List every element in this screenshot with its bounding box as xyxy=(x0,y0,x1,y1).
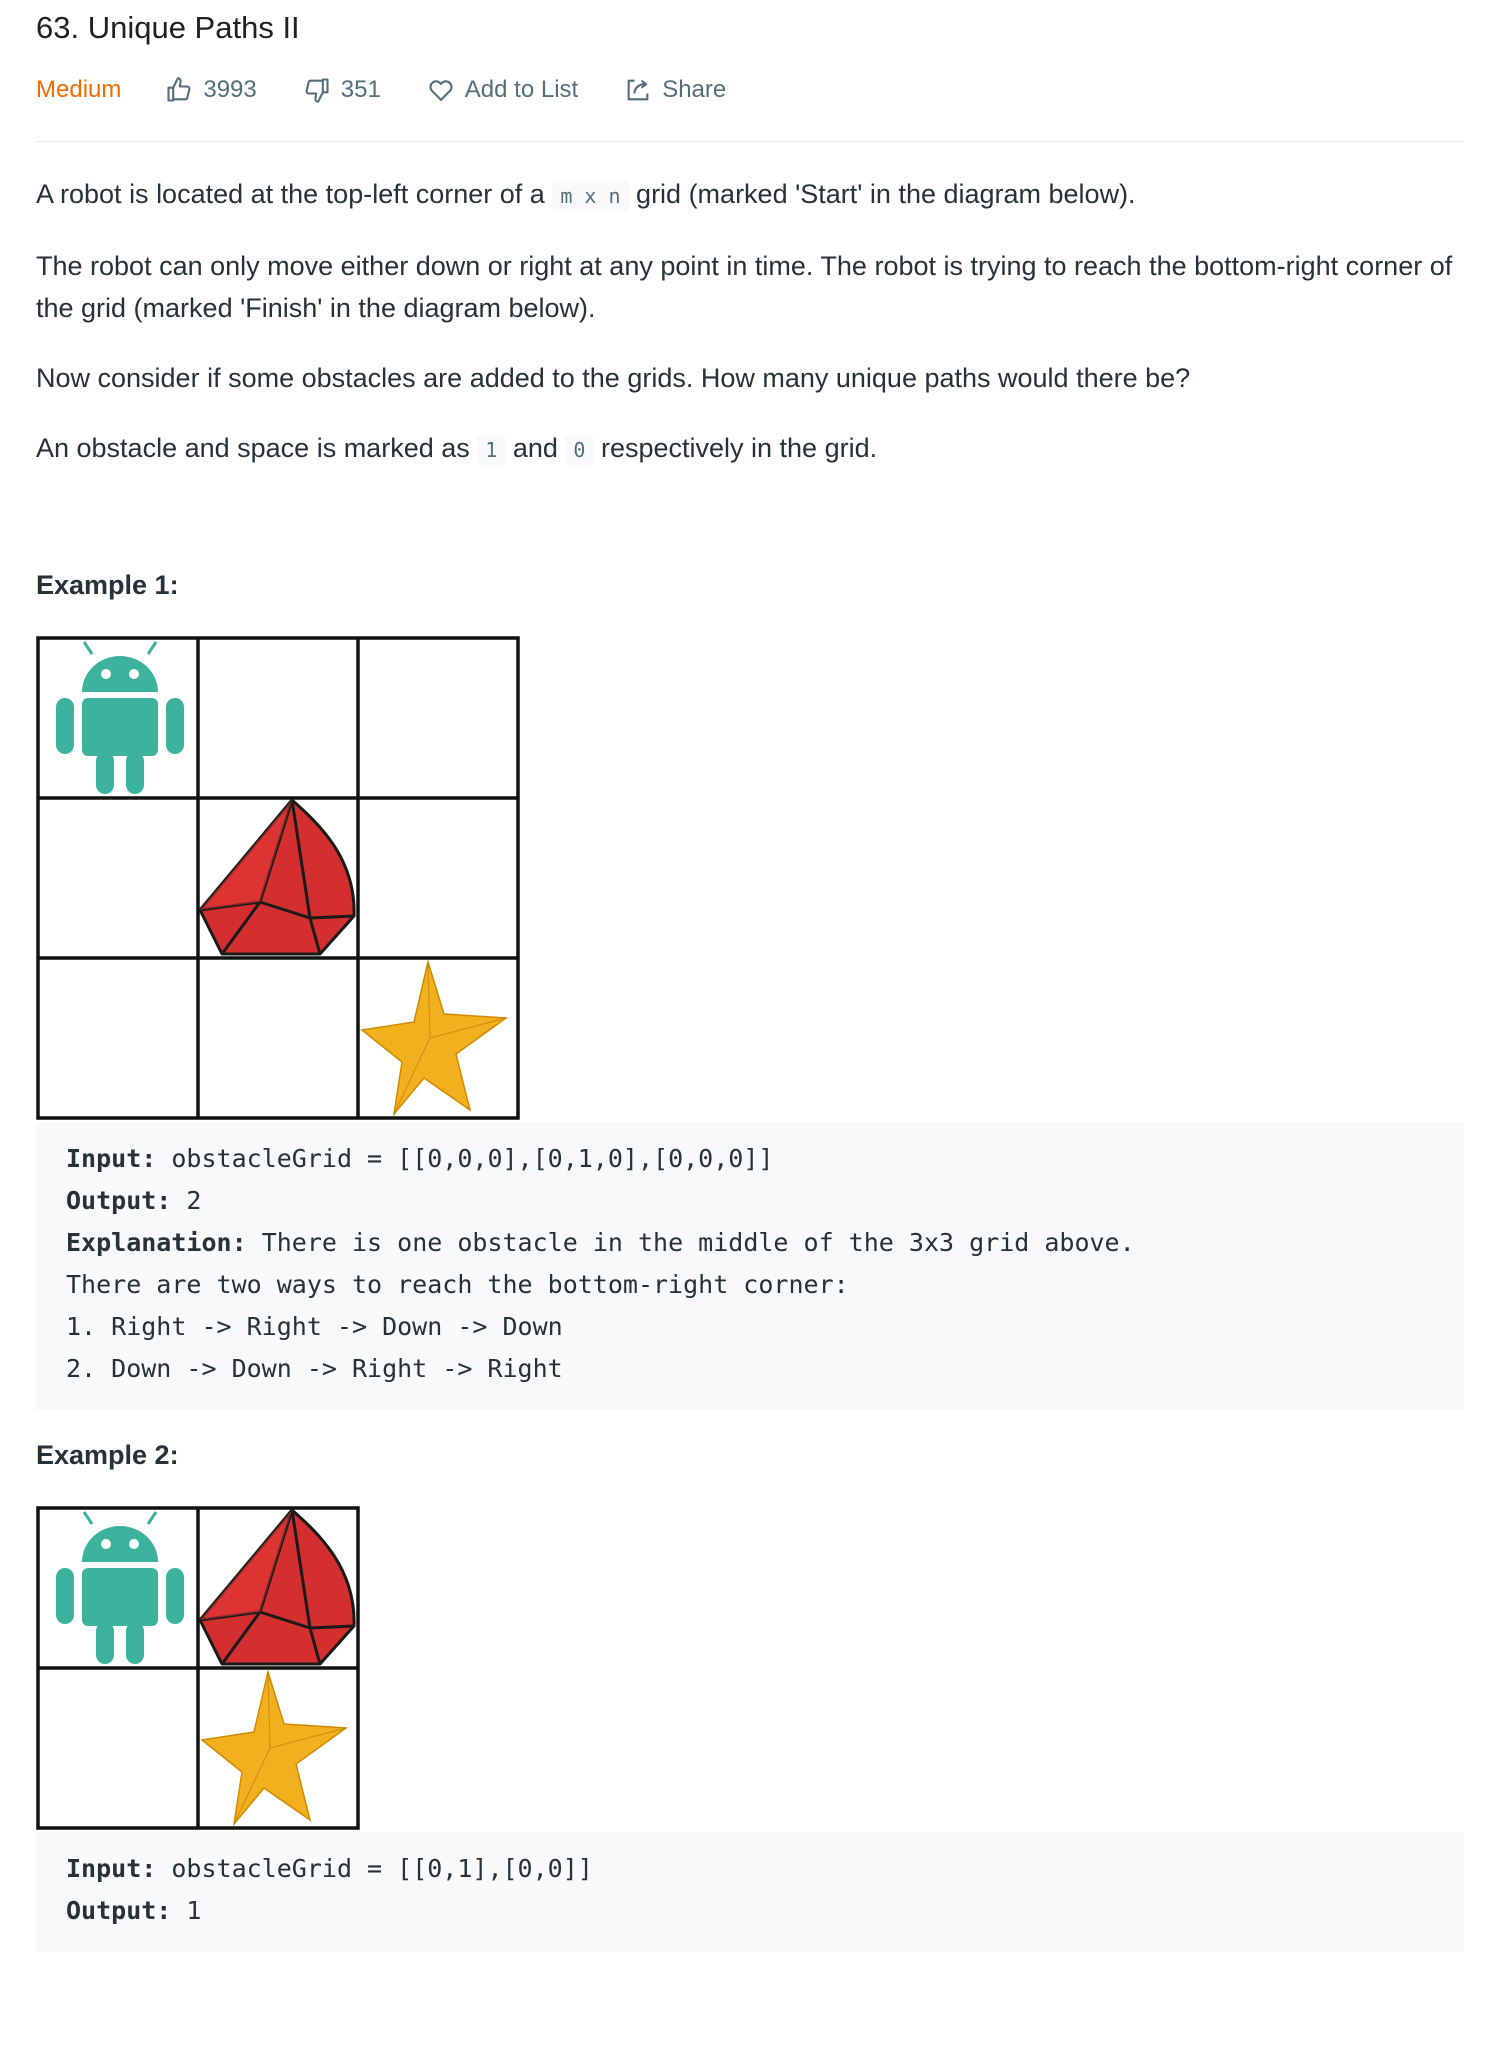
share-icon xyxy=(624,76,652,104)
description-paragraph-4: An obstacle and space is marked as 1 and 0 respectively in the grid. xyxy=(36,433,878,463)
difficulty-badge: Medium xyxy=(36,76,122,103)
obstacle-gem-icon xyxy=(200,800,354,954)
example-1-title: Example 1: xyxy=(36,570,179,600)
example-2-grid-diagram xyxy=(36,1506,362,1832)
description-paragraph-1: A robot is located at the top-left corner of a m x n grid (marked 'Start' in the diagram below). xyxy=(36,179,1136,209)
description-paragraph-2: The robot can only move either down or right at any point in time. The robot is trying to reach the bottom-right corner of the grid (marked 'Finish' in the diagram below). xyxy=(36,251,1453,323)
finish-star-icon xyxy=(362,962,506,1114)
description-paragraph-3: Now consider if some obstacles are added to the grids. How many unique paths would there be? xyxy=(36,363,1191,393)
like-count: 3993 xyxy=(203,76,257,103)
heart-icon xyxy=(427,76,455,104)
header-divider xyxy=(36,141,1464,142)
example-2-input-line: Input: obstacleGrid = [[0,1],[0,0]] xyxy=(66,1854,593,1883)
example-1-code-block xyxy=(36,1122,1464,1410)
share-label: Share xyxy=(662,76,727,103)
add-to-list-button[interactable] xyxy=(427,76,578,104)
robot-start-icon xyxy=(56,1512,184,1664)
example-1-grid-diagram xyxy=(36,636,522,1122)
example-2-output-line: Output: 1 xyxy=(66,1896,202,1925)
example-1-input-line: Input: obstacleGrid = [[0,0,0],[0,1,0],[0,0,0]] xyxy=(66,1144,774,1173)
example-2-title: Example 2: xyxy=(36,1440,179,1470)
add-to-list-label: Add to List xyxy=(464,76,579,103)
example-1-path-1: 1. Right -> Right -> Down -> Down xyxy=(66,1312,563,1341)
problem-meta-bar xyxy=(36,76,772,104)
inline-code-space: 0 xyxy=(565,435,593,465)
robot-start-icon xyxy=(56,642,184,794)
example-1-explanation-line-2: There are two ways to reach the bottom-right corner: xyxy=(66,1270,849,1299)
example-1-path-2: 2. Down -> Down -> Right -> Right xyxy=(66,1354,563,1383)
inline-code-obstacle: 1 xyxy=(477,435,505,465)
thumbs-up-icon xyxy=(165,76,193,104)
dislike-count: 351 xyxy=(340,76,381,103)
obstacle-gem-icon xyxy=(200,1510,354,1664)
like-button[interactable] xyxy=(165,76,256,104)
example-1-explanation-line: Explanation: There is one obstacle in the middle of the 3x3 grid above. xyxy=(66,1228,1135,1257)
share-button[interactable] xyxy=(624,76,726,104)
example-1-output-line: Output: 2 xyxy=(66,1186,202,1215)
thumbs-down-icon xyxy=(303,76,331,104)
inline-code-grid-size: m x n xyxy=(552,181,628,211)
finish-star-icon xyxy=(202,1672,346,1824)
dislike-button[interactable] xyxy=(303,76,381,104)
problem-title: 63. Unique Paths II xyxy=(36,10,300,45)
example-2-code-block xyxy=(36,1832,1464,1952)
